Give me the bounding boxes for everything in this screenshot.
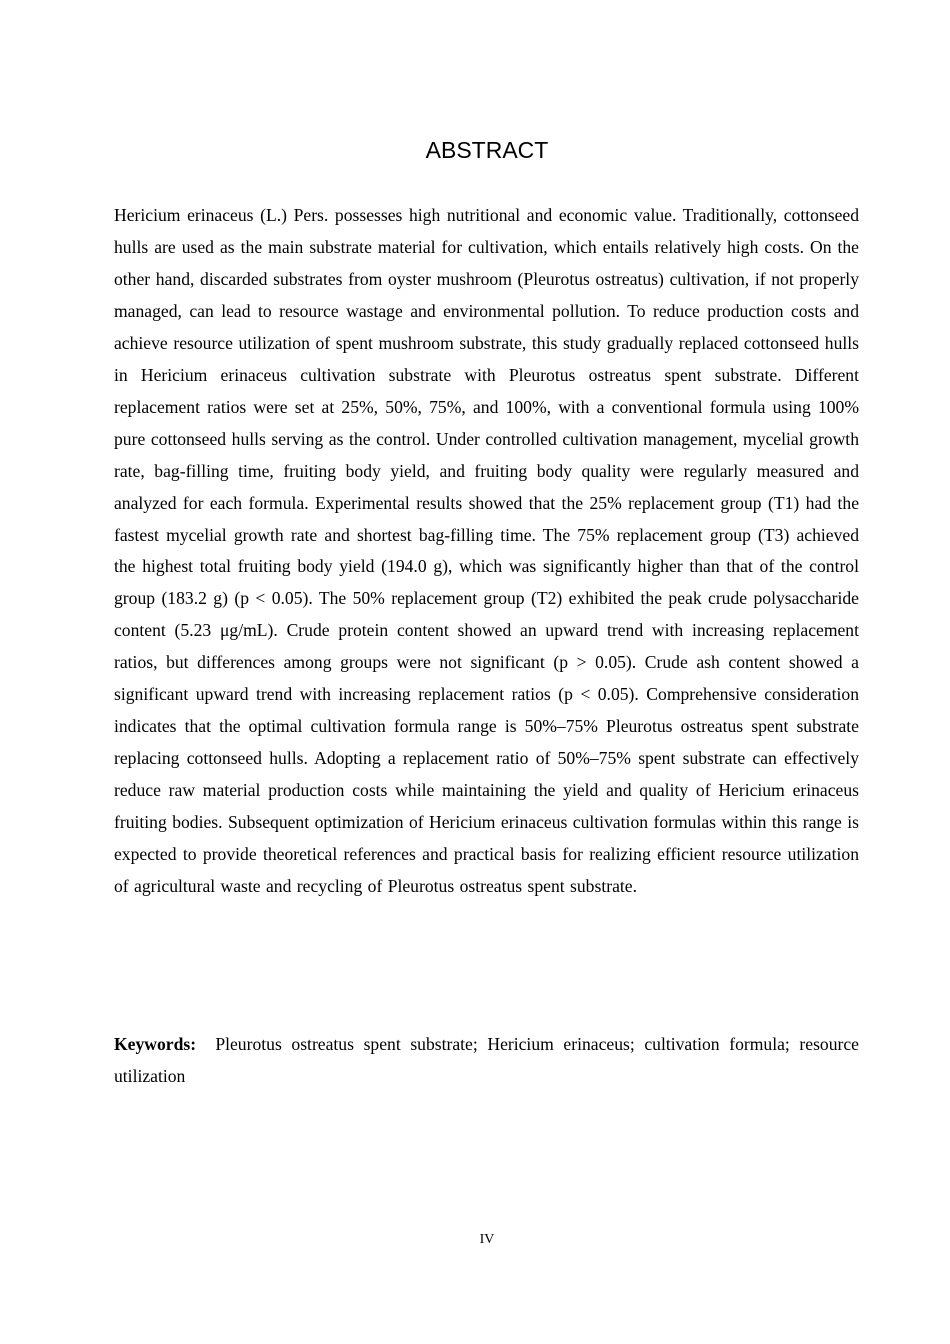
keywords-paragraph	[114, 1029, 859, 1093]
keywords-label: Keywords:	[114, 1034, 197, 1054]
page-title: ABSTRACT	[425, 137, 549, 163]
abstract-body: Hericium erinaceus (L.) Pers. possesses high nutritional and economic value. Traditionally, cottonseed hulls are used as the main substrate material for cultivation, which entails relatively high costs. On the other hand, discarded substrates from oyster mushroom (Pleurotus ostreatus) cultivation, if not properly managed, can lead to resource wastage and environmental pollution. To reduce production costs and achieve resource utilization of spent mushroom substrate, this study gradually replaced cottonseed hulls in Hericium erinaceus cultivation substrate with Pleurotus ostreatus spent substrate. Different replacement ratios were set at 25%, 50%, 75%, and 100%, with a conventional formula using 100% pure cottonseed hulls serving as the control. Under controlled cultivation management, mycelial growth rate, bag-filling time, fruiting body yield, and fruiting body quality were regularly measured and analyzed for each formula. Experimental results showed that the 25% replacement group (T1) had the fastest mycelial growth rate and shortest bag-filling time. The 75% replacement group (T3) achieved the highest total fruiting body yield (194.0 g), which was significantly higher than that of the control group (183.2 g) (p < 0.05). The 50% replacement group (T2) exhibited the peak crude polysaccharide content (5.23 μg/mL). Crude protein content showed an upward trend with increasing replacement ratios, but differences among groups were not significant (p > 0.05). Crude ash content showed a significant upward trend with increasing replacement ratios (p < 0.05). Comprehensive consideration indicates that the optimal cultivation formula range is 50%–75% Pleurotus ostreatus spent substrate replacing cottonseed hulls. Adopting a replacement ratio of 50%–75% spent substrate can effectively reduce raw material production costs while maintaining the yield and quality of Hericium erinaceus fruiting bodies. Subsequent optimization of Hericium erinaceus cultivation formulas within this range is expected to provide theoretical references and practical basis for realizing efficient resource utilization of agricultural waste and recycling of Pleurotus ostreatus spent substrate.	[114, 205, 859, 897]
page-number: IV	[479, 1232, 495, 1247]
keywords-text: Pleurotus ostreatus spent substrate; Hericium erinaceus; cultivation formula; resource utilization	[114, 1034, 859, 1086]
